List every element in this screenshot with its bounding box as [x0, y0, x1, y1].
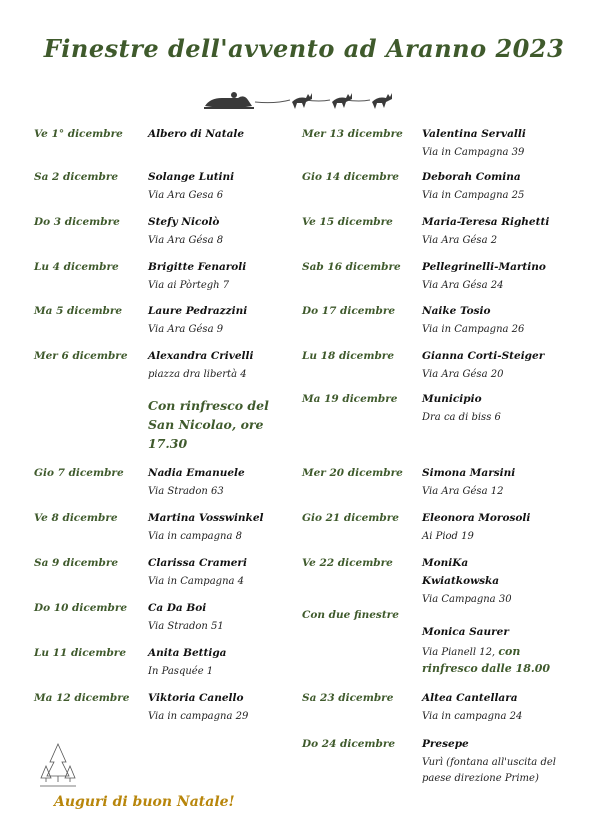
host-address: Vurì (fontana all'uscita del	[422, 757, 556, 768]
host-name: Stefy Nicolò	[148, 216, 220, 228]
host-name: Gianna Corti-Steiger	[422, 350, 545, 362]
host-address: Via in Campagna 4	[148, 576, 245, 587]
host-address: Via ai Pòrtegh 7	[148, 280, 230, 291]
host-address: Via Ara Gesa 6	[148, 190, 224, 201]
day-label: Do 17 dicembre	[302, 305, 396, 317]
host-name: Clarissa Crameri	[148, 557, 247, 569]
host-name: Valentina Servalli	[422, 128, 526, 140]
host-address: Via Pianell 12, con	[422, 645, 521, 658]
host-address: Via Ara Gésa 2	[422, 235, 498, 246]
day-label: Gio 7 dicembre	[34, 467, 124, 479]
host-address: In Pasquée 1	[148, 666, 214, 677]
host-address: Via in Campagna 25	[422, 190, 525, 201]
page-title: Finestre dell'avvento ad Aranno 2023	[43, 34, 565, 63]
host-name: Solange Lutini	[148, 171, 235, 183]
host-address: Via in Campagna 39	[422, 147, 525, 158]
day-label: Con due finestre	[302, 609, 399, 621]
host-name: Presepe	[422, 738, 469, 750]
host-name: Laure Pedrazzini	[148, 305, 248, 317]
day-label: Mer 20 dicembre	[302, 467, 403, 479]
rinfresco-note: rinfresco dalle 18.00	[422, 662, 551, 675]
host-address: Via in Campagna 26	[422, 324, 525, 335]
day-label: Ve 22 dicembre	[302, 557, 393, 569]
day-label: Sab 16 dicembre	[302, 261, 401, 273]
host-name: Naike Tosio	[422, 305, 491, 317]
day-label: Lu 11 dicembre	[34, 647, 127, 659]
day-label: Ve 15 dicembre	[302, 216, 393, 228]
day-label: Sa 9 dicembre	[34, 557, 119, 569]
host-name: Maria-Teresa Righetti	[422, 216, 550, 228]
host-address: paese direzione Prime)	[422, 773, 539, 784]
host-name: Monica Saurer	[422, 626, 509, 638]
day-label: Do 3 dicembre	[34, 216, 120, 228]
host-address: piazza dra libertà 4	[148, 369, 247, 380]
day-label: Lu 4 dicembre	[34, 261, 119, 273]
host-address: Via Ara Gésa 8	[148, 235, 224, 246]
host-address: Via in campagna 29	[148, 711, 249, 722]
san-nicolao-note: Con rinfresco del San Nicolao, ore 17.30	[148, 398, 269, 451]
host-name: Simona Marsini	[422, 467, 516, 479]
day-label: Gio 14 dicembre	[302, 171, 399, 183]
day-label: Ma 12 dicembre	[34, 692, 130, 704]
host-address: Via Campagna 30	[422, 594, 512, 605]
host-address: Via Ara Gésa 20	[422, 369, 504, 380]
host-address: Via Stradon 51	[148, 621, 224, 632]
host-address: Ai Piod 19	[422, 531, 474, 542]
day-label: Do 24 dicembre	[302, 738, 396, 750]
host-name: Altea Cantellara	[422, 692, 518, 704]
host-name: Viktoria Canello	[148, 692, 244, 704]
host-address: Via Ara Gésa 24	[422, 280, 504, 291]
christmas-trees-icon	[38, 742, 78, 790]
sleigh-reindeer-icon	[200, 88, 400, 114]
host-name: MoniKa	[422, 557, 469, 569]
host-address: Via Stradon 63	[148, 486, 224, 497]
day-label: Mer 6 dicembre	[34, 350, 128, 362]
rinfresco-note: con	[498, 645, 521, 658]
host-address: Via Ara Gésa 9	[148, 324, 224, 335]
host-address: Via Ara Gésa 12	[422, 486, 504, 497]
host-name: Deborah Comina	[422, 171, 521, 183]
host-address: Dra ca di biss 6	[422, 412, 501, 423]
host-name: Anita Bettiga	[148, 647, 227, 659]
day-label: Mer 13 dicembre	[302, 128, 403, 140]
host-name: Ca Da Boi	[148, 602, 207, 614]
host-name: Eleonora Morosoli	[422, 512, 531, 524]
day-label: Sa 23 dicembre	[302, 692, 394, 704]
day-label: Ma 19 dicembre	[302, 393, 398, 405]
host-name: Municipio	[422, 393, 482, 405]
host-name: Alexandra Crivelli	[148, 350, 254, 362]
host-name: Albero di Natale	[148, 128, 245, 140]
host-name: Nadia Emanuele	[148, 467, 245, 479]
day-label: Ve 8 dicembre	[34, 512, 118, 524]
day-label: Lu 18 dicembre	[302, 350, 395, 362]
day-label: Ma 5 dicembre	[34, 305, 123, 317]
greeting: Auguri di buon Natale!	[54, 794, 235, 810]
host-name: Kwiatkowska	[422, 575, 500, 587]
day-label: Ve 1° dicembre	[34, 128, 123, 140]
day-label: Sa 2 dicembre	[34, 171, 119, 183]
host-name: Brigitte Fenaroli	[148, 261, 247, 273]
day-label: Do 10 dicembre	[34, 602, 128, 614]
host-name: Martina Vosswinkel	[148, 512, 264, 524]
host-name: Pellegrinelli-Martino	[422, 261, 546, 273]
day-label: Gio 21 dicembre	[302, 512, 399, 524]
host-address: Via in campagna 24	[422, 711, 523, 722]
host-address: Via in campagna 8	[148, 531, 242, 542]
